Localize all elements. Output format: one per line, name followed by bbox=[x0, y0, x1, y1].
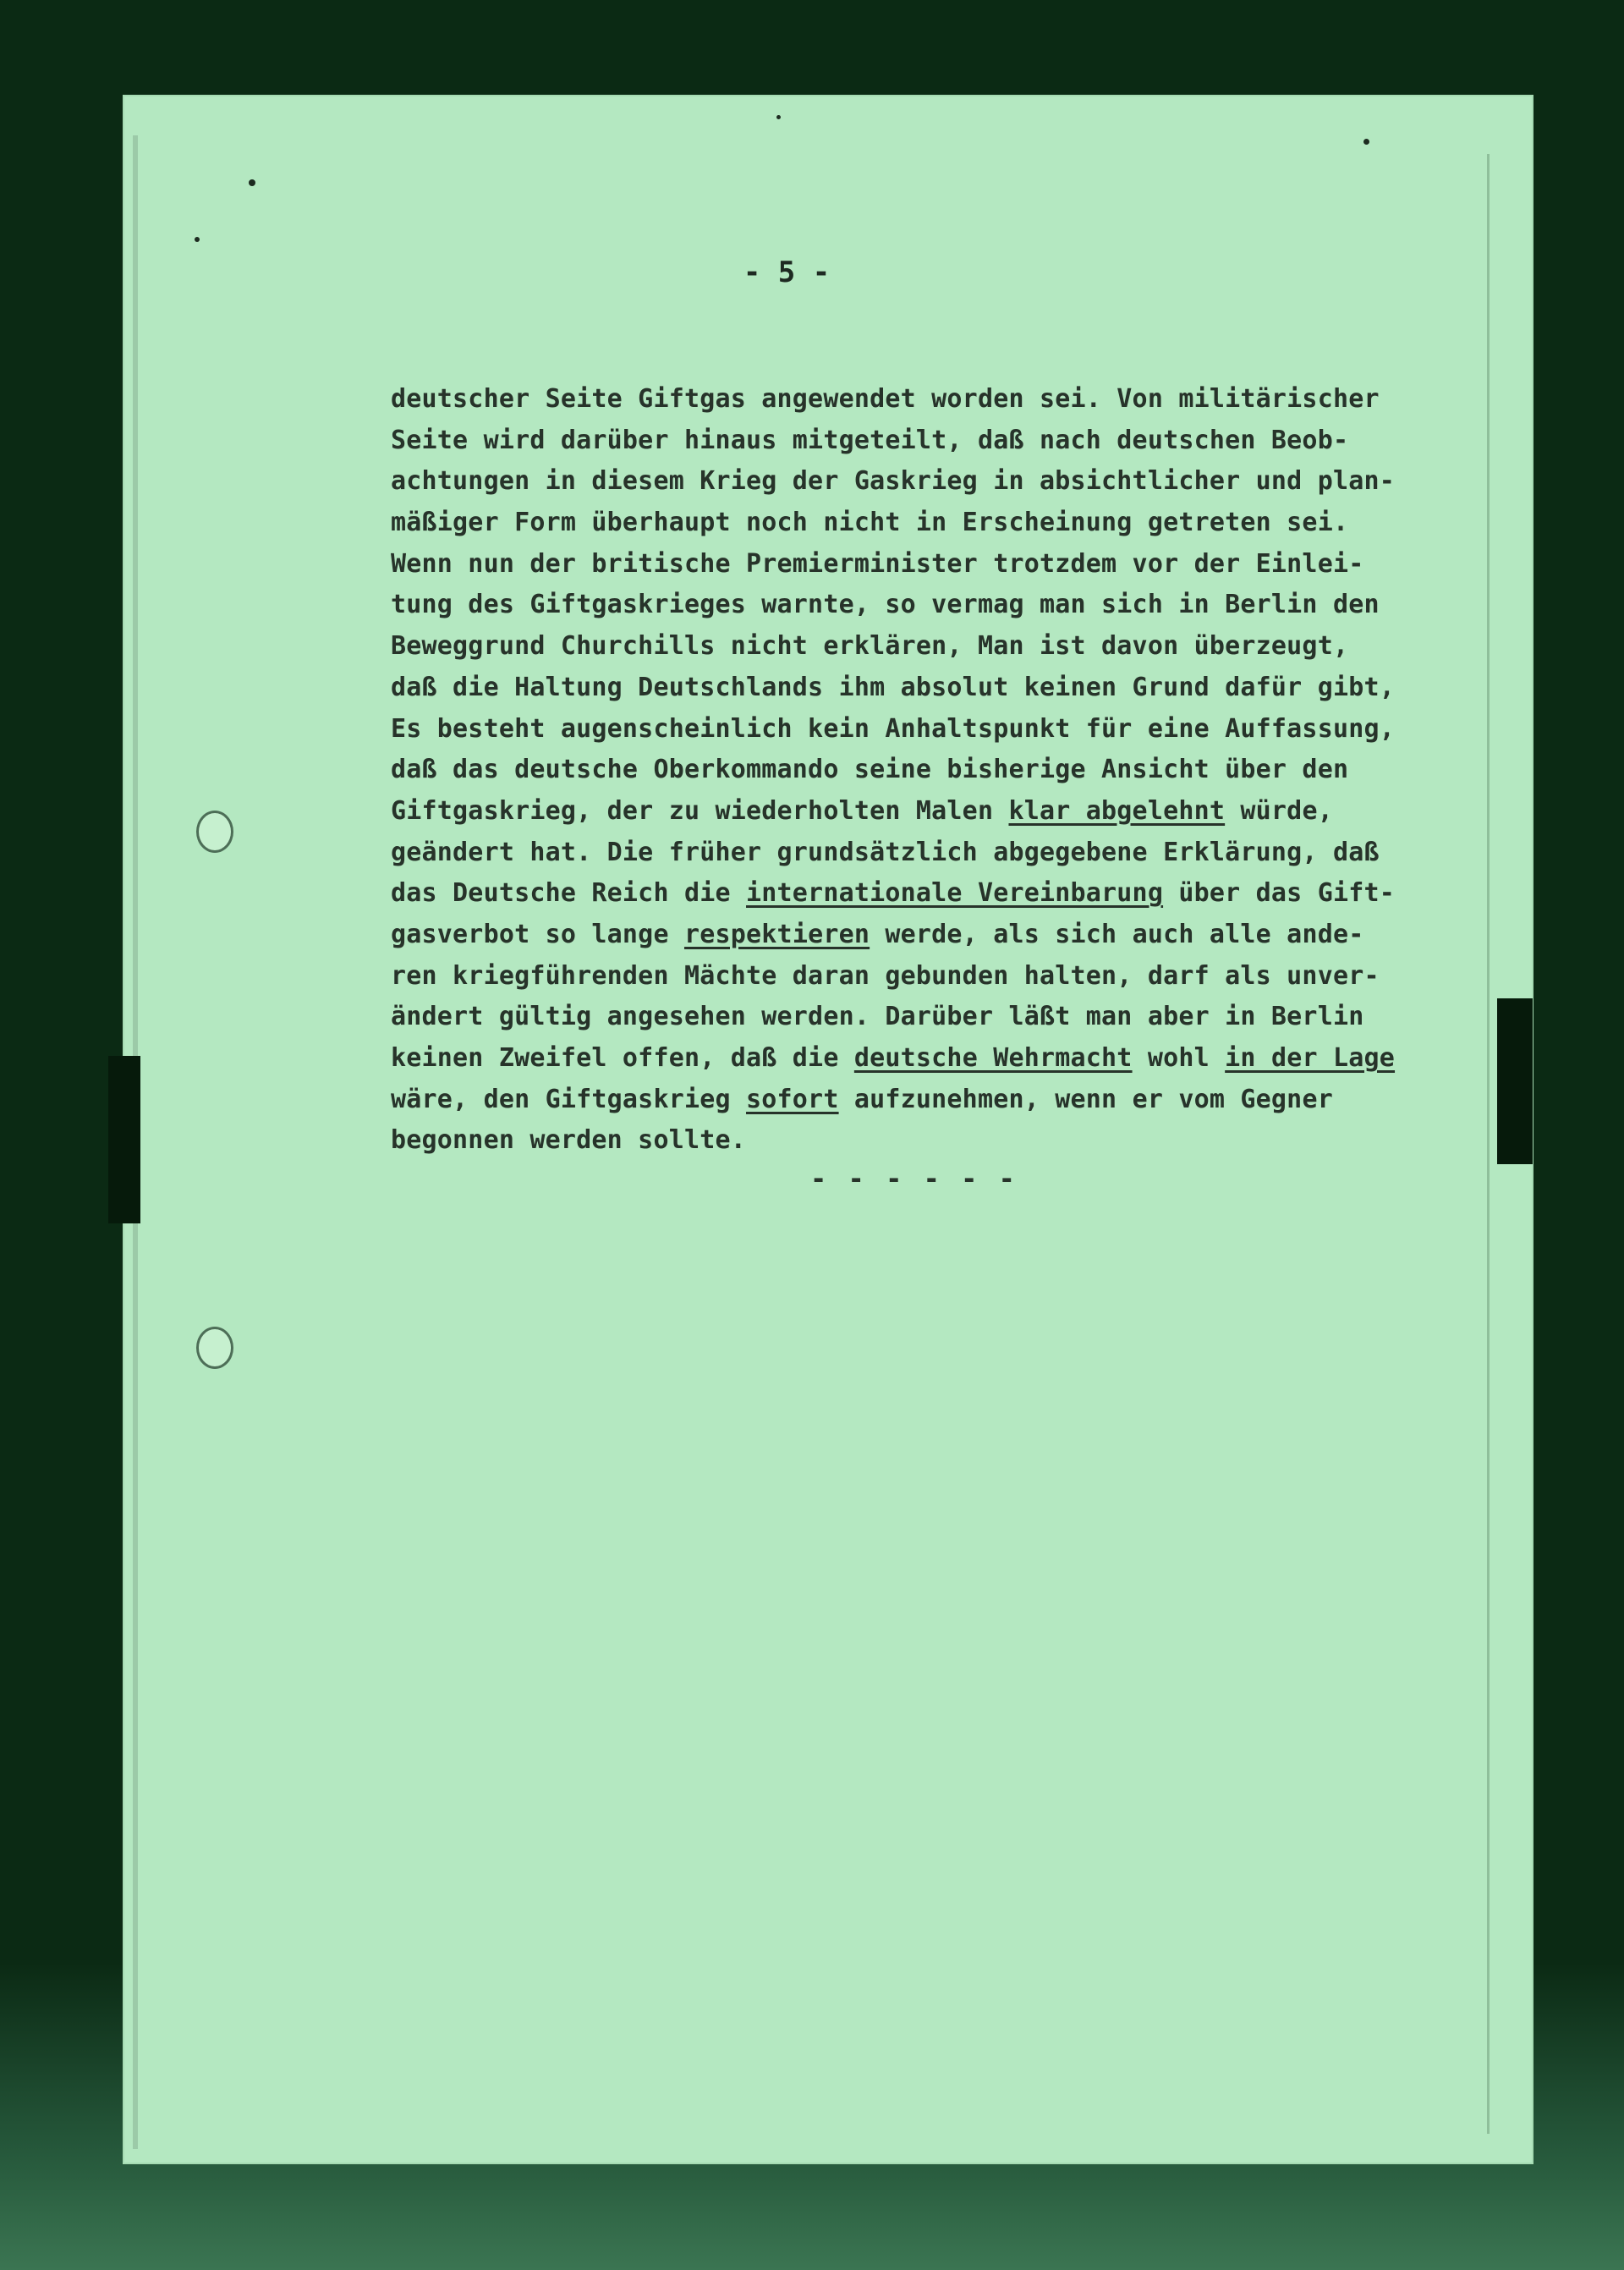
text-segment: deutscher Seite Giftgas angewendet worden sei. Von militärischer bbox=[391, 384, 1380, 414]
ink-speck bbox=[776, 115, 781, 119]
text-line bbox=[391, 1038, 1490, 1080]
text-line bbox=[391, 997, 1490, 1038]
text-segment: ändert gültig angesehen werden. Darüber läßt man aber in Berlin bbox=[391, 1002, 1364, 1032]
text-line bbox=[391, 503, 1490, 544]
underlined-phrase: in der Lage bbox=[1225, 1043, 1396, 1073]
text-line bbox=[391, 873, 1490, 915]
text-segment: Es besteht augenscheinlich kein Anhaltspunkt für eine Auffassung, bbox=[391, 713, 1395, 744]
page-number: - 5 - bbox=[743, 256, 831, 289]
underlined-phrase: sofort bbox=[746, 1084, 839, 1114]
ink-speck bbox=[1363, 139, 1369, 145]
document-body bbox=[391, 379, 1490, 1162]
text-segment: wäre, den Giftgaskrieg bbox=[391, 1084, 747, 1114]
text-segment: begonnen werden sollte. bbox=[391, 1125, 747, 1156]
text-segment: Seite wird darüber hinaus mitgeteilt, daß nach deutschen Beob- bbox=[391, 425, 1349, 455]
text-segment: tung des Giftgaskrieges warnte, so vermag man sich in Berlin den bbox=[391, 590, 1380, 620]
text-line bbox=[391, 379, 1490, 420]
punch-hole-icon bbox=[196, 1327, 233, 1369]
ink-speck bbox=[249, 179, 255, 186]
text-segment: Beweggrund Churchills nicht erklären, Man ist davon überzeugt, bbox=[391, 631, 1349, 662]
text-segment: daß das deutsche Oberkommando seine bisherige Ansicht über den bbox=[391, 755, 1349, 785]
text-segment: aufzunehmen, wenn er vom Gegner bbox=[838, 1084, 1333, 1114]
text-line bbox=[391, 833, 1490, 874]
text-segment: daß die Haltung Deutschlands ihm absolut keinen Grund dafür gibt, bbox=[391, 672, 1395, 702]
text-line bbox=[391, 1120, 1490, 1162]
underlined-phrase: respektieren bbox=[683, 919, 870, 949]
underlined-phrase: deutsche Wehrmacht bbox=[853, 1043, 1133, 1073]
right-binding-clip bbox=[1497, 998, 1533, 1164]
text-line bbox=[391, 585, 1490, 626]
text-segment: wohl bbox=[1132, 1043, 1226, 1073]
text-line bbox=[391, 791, 1490, 833]
text-line bbox=[391, 626, 1490, 668]
text-line bbox=[391, 544, 1490, 585]
punch-hole-icon bbox=[196, 811, 233, 853]
text-line bbox=[391, 668, 1490, 709]
text-segment: mäßiger Form überhaupt noch nicht in Erscheinung getreten sei. bbox=[391, 508, 1349, 538]
text-segment: achtungen in diesem Krieg der Gaskrieg in absichtlicher und plan- bbox=[391, 466, 1395, 497]
text-segment: das Deutsche Reich die bbox=[391, 878, 747, 909]
text-line bbox=[391, 461, 1490, 503]
text-segment: werde, als sich auch alle ande- bbox=[870, 919, 1364, 949]
underlined-phrase: internationale Vereinbarung bbox=[746, 878, 1164, 909]
text-line bbox=[391, 420, 1490, 462]
text-line bbox=[391, 915, 1490, 956]
text-line bbox=[391, 1080, 1490, 1121]
text-segment: ren kriegführenden Mächte daran gebunden halten, darf als unver- bbox=[391, 960, 1380, 991]
text-segment: keinen Zweifel offen, daß die bbox=[391, 1043, 854, 1073]
text-line bbox=[391, 956, 1490, 998]
text-segment: Wenn nun der britische Premierminister trotzdem vor der Einlei- bbox=[391, 548, 1364, 579]
underlined-phrase: klar abgelehnt bbox=[1008, 795, 1226, 826]
ink-speck bbox=[195, 237, 200, 242]
text-segment: gasverbot so lange bbox=[391, 919, 684, 949]
text-line bbox=[391, 709, 1490, 750]
text-segment: würde, bbox=[1225, 795, 1333, 826]
text-segment: über das Gift- bbox=[1163, 878, 1396, 909]
text-segment: Giftgaskrieg, der zu wiederholten Malen bbox=[391, 795, 1009, 826]
text-segment: geändert hat. Die früher grundsätzlich abgegebene Erklärung, daß bbox=[391, 837, 1380, 867]
text-line bbox=[391, 750, 1490, 791]
end-of-text-mark: - - - - - - bbox=[810, 1162, 1018, 1195]
left-binding-clip bbox=[108, 1056, 140, 1223]
